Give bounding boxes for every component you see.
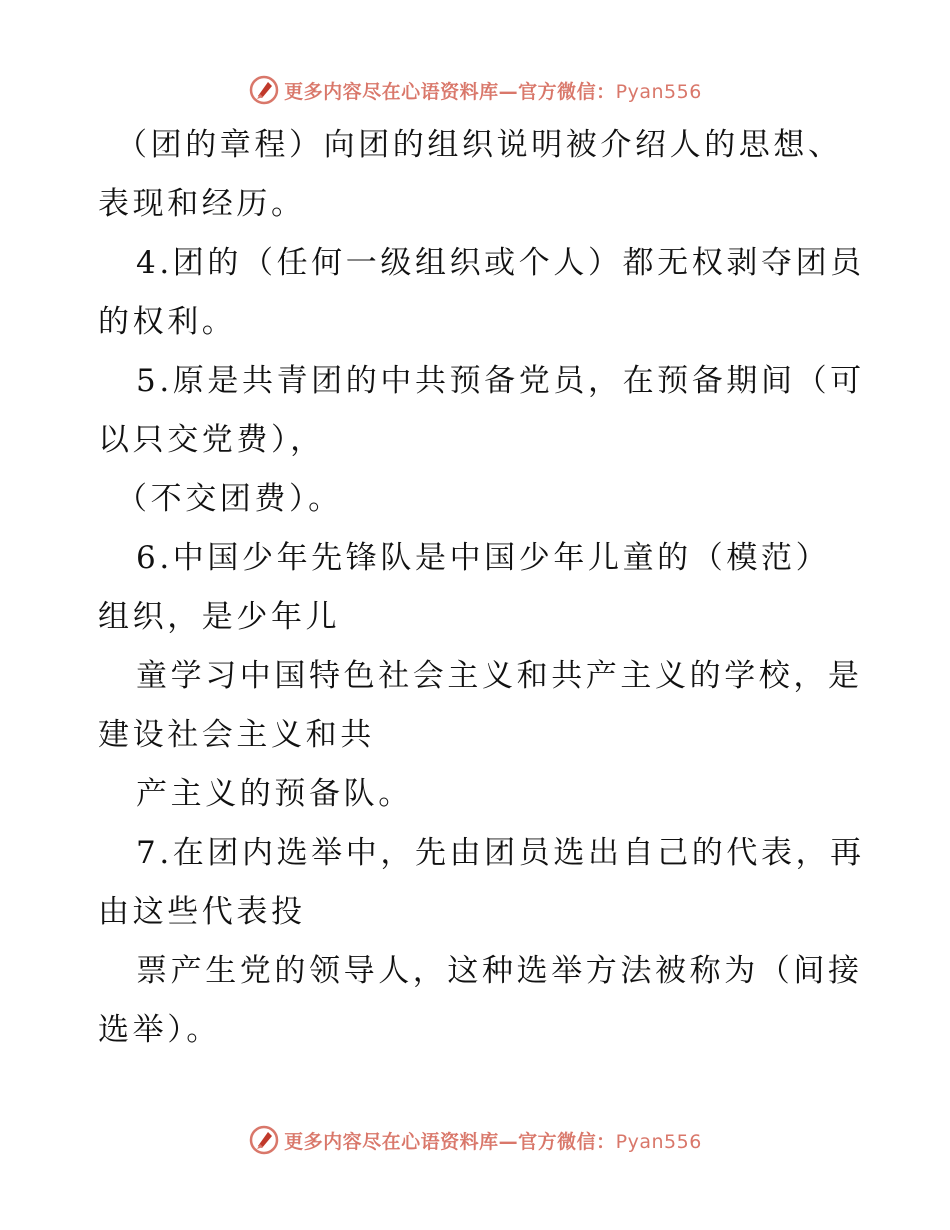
document-body [98,116,865,1060]
text-line: 由这些代表投 [98,894,306,930]
text-line: 建设社会主义和共 [98,717,375,753]
footer-watermark-banner [0,1120,950,1160]
text-line: 童学习中国特色社会主义和共产主义的学校，是 [136,658,863,694]
pen-nib-circle-icon [248,74,280,106]
watermark-text [284,77,702,104]
text-line: 组织，是少年儿 [98,599,341,635]
text-line: 的权利。 [98,304,237,340]
watermark-text-cn: 更多内容尽在心语资料库—官方微信： [284,1130,616,1153]
watermark-text [284,1127,702,1154]
watermark-wechat-id: Pyan556 [615,80,702,103]
watermark-text-cn: 更多内容尽在心语资料库—官方微信： [284,80,616,103]
text-line: 6.中国少年先锋队是中国少年儿童的（模范） [136,540,831,576]
pen-nib-circle-icon [248,1124,280,1156]
text-line: （团的章程）向团的组织说明被介绍人的思想、 [116,127,843,163]
text-line: 7.在团内选举中，先由团员选出自己的代表，再 [136,835,865,871]
header-watermark-banner [0,70,950,110]
text-line: 以只交党费）， [98,422,325,458]
watermark-wechat-id: Pyan556 [615,1130,702,1153]
text-line: （不交团费）。 [116,481,343,517]
text-line: 票产生党的领导人，这种选举方法被称为（间接 [136,953,863,989]
text-line: 5.原是共青团的中共预备党员，在预备期间（可 [136,363,865,399]
text-line: 选举）。 [98,1012,221,1048]
text-line: 4.团的（任何一级组织或个人）都无权剥夺团员 [136,245,865,281]
text-line: 表现和经历。 [98,186,306,222]
text-line: 产主义的预备队。 [136,776,413,812]
